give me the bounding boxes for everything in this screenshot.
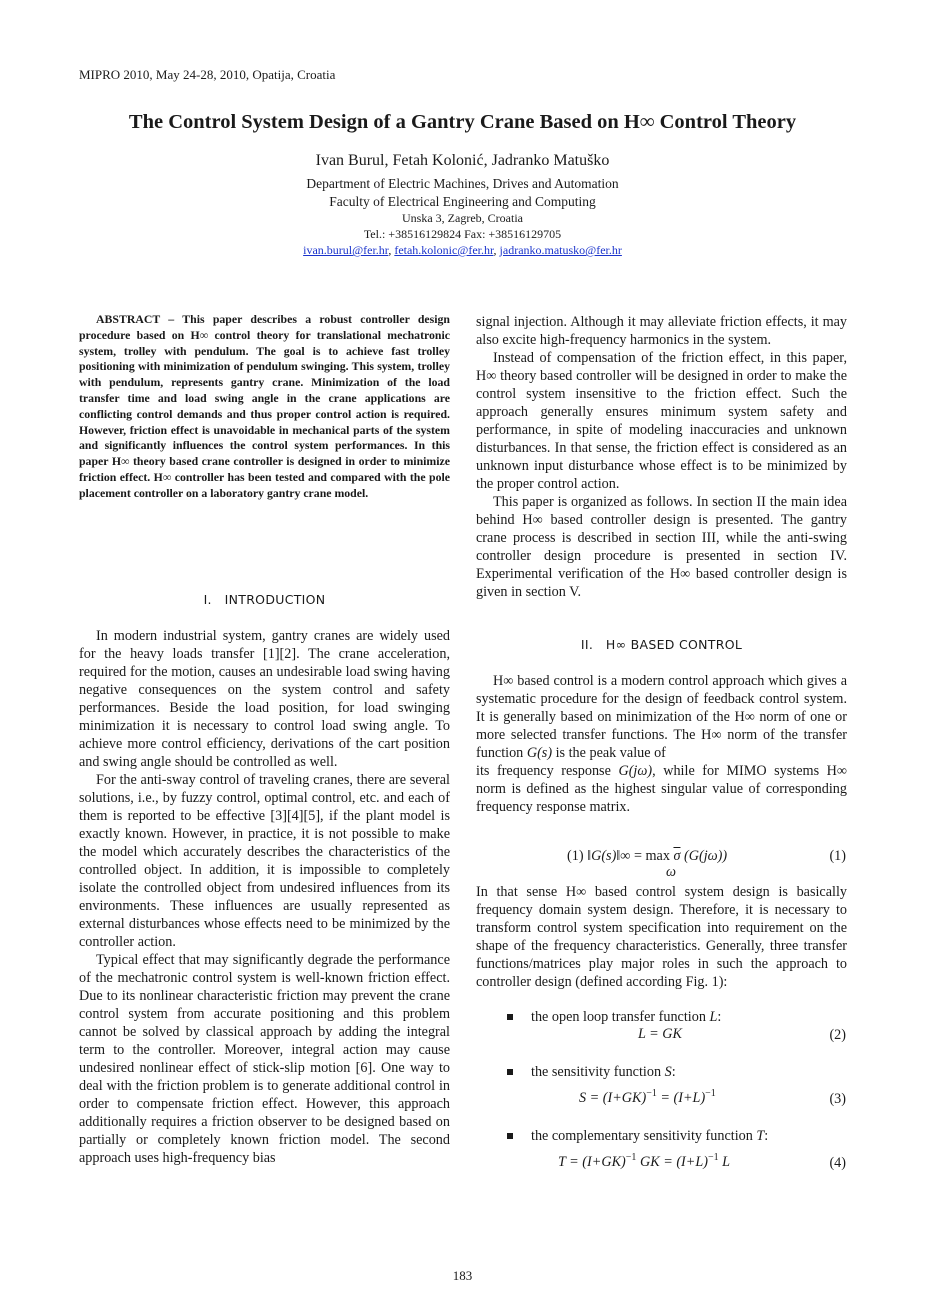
intro-paragraph: This paper is organized as follows. In section II the main idea behind H∞ based controller design is presented. The gantry crane process is described in section III, while the anti-swing controller design procedure is presented in section IV. Experimental verification of the H∞ based controller design is given in section V. (476, 494, 847, 600)
bullet-suffix: : (717, 1009, 722, 1025)
authors: Ivan Burul, Fetah Kolonić, Jadranko Matuško (315, 152, 610, 169)
phone-fax: Tel.: +38516129824 Fax: +38516129705 (363, 227, 562, 241)
frequency-response-symbol: G(jω) (618, 763, 653, 779)
hinf-paragraph-1 (476, 672, 847, 816)
affiliation-department: Department of Electric Machines, Drives and Automation (306, 176, 619, 191)
equation-number: (4) (829, 1155, 846, 1171)
abstract-block (79, 312, 450, 502)
intro-paragraph: In modern industrial system, gantry cranes are widely used for the heavy loads transfer [1][2]. The crane acceleration, required for the motion, causes an undesirable load swing having negative consequences on the system control and safety performances. Beside the load position, for load swinging minimization it is necessary to control load swing angle. To achieve more control efficiency, derivations of the cart position and swing angle should be controlled as well. (79, 628, 450, 770)
section-heading-hinf-control: II. H∞ BASED CONTROL (580, 637, 743, 652)
bullet-text: the sensitivity function (531, 1064, 665, 1080)
hinf-text: its frequency response (476, 763, 611, 779)
eq1-prefix: (1) (567, 848, 584, 864)
address: Unska 3, Zagreb, Croatia (402, 211, 523, 225)
hinf-text: , while for MIMO systems H∞ norm is defined as the highest singular value of corresponding frequency response matrix. (476, 763, 848, 815)
eq4-part: L (718, 1154, 731, 1170)
bullet-text: the complementary sensitivity function (531, 1128, 757, 1144)
hinf-paragraph-2 (476, 883, 847, 991)
abstract-text: ABSTRACT – This paper describes a robust controller design procedure based on H∞ control theory for translational mechatronic system, trolley with pendulum. The goal is to achieve fast trolley positioning with minimization of pendulum swinging. This system, trolley with pendulum, represents gantry crane. Minimization of the load transfer time and load swing angle in the crane applications are conflicting control demands and thus proper control action is required. However, friction effect is unavoidable in mechanical parts of the system and significantly influences the control system performances. In this paper H∞ theory based crane controller is designed in order to minimize friction effect. H∞ controller has been tested and compared with the pole placement controller on a laboratory gantry crane model. (79, 312, 450, 500)
equation-number: (1) (829, 848, 846, 864)
eq3-part: = (I+L) (656, 1090, 706, 1106)
bullet-suffix: : (671, 1064, 676, 1080)
equation-number: (2) (829, 1027, 846, 1043)
bullet-open-loop (531, 1009, 721, 1026)
section-heading-introduction: I. INTRODUCTION (203, 592, 326, 607)
bullet-square-icon (507, 1069, 513, 1075)
eq4-part: T = (I+GK) (558, 1154, 626, 1170)
email-link-kolonic[interactable]: fetah.kolonic@fer.hr (394, 243, 494, 257)
hinf-text: is the peak value of (555, 745, 666, 761)
intro-paragraph: signal injection. Although it may alleviate friction effects, it may also excite high-frequency harmonics in the system. (476, 314, 847, 348)
eq1-sigma: $\overline{\sigma}$ (673, 848, 681, 864)
equation-2: L = GK (638, 1026, 683, 1042)
eq3-exponent: −1 (646, 1088, 657, 1099)
bullet-suffix: : (764, 1128, 769, 1144)
bullet-symbol: T (756, 1128, 765, 1144)
bullet-sensitivity (531, 1064, 676, 1081)
bullet-square-icon (507, 1133, 513, 1139)
conference-line: MIPRO 2010, May 24-28, 2010, Opatija, Croatia (79, 67, 336, 82)
bullet-symbol: S (664, 1064, 672, 1080)
email-link-burul[interactable]: ivan.burul@fer.hr (303, 243, 389, 257)
email-separator: , (493, 243, 500, 257)
eq4-exponent: −1 (625, 1152, 637, 1163)
bullet-symbol: L (709, 1009, 718, 1025)
intro-paragraph: Typical effect that may significantly degrade the performance of the mechatronic control system is well-known friction effect. Due to its nonlinear characteristic friction may prevent the crane control system from accurate positioning and this problem cannot be solved by classical approach by adding the integral term to the controller. Moreover, integral action may cause undesired nonlinear effect of stick-slip motion [6]. One way to deal with the friction problem is to generate additional control in order to compensate friction effect. However, this approach additionally requires a friction observer to be designed based on partially or completely known friction model. The second approach uses high-frequency bias (79, 952, 450, 1166)
right-intro-body (476, 313, 847, 601)
eq1-norm: ‖G(s)‖∞ (587, 848, 631, 864)
eq3-exponent: −1 (705, 1088, 716, 1099)
hinf-text: In that sense H∞ based control system design is basically frequency domain system design. Therefore, it is necessary to transform control system specification into requirement on the shape of the frequency characteristics. Generally, three transfer functions/matrices play major roles in such the approach to controller design (defined according Fig. 1): (476, 884, 847, 990)
eq4-exponent: −1 (707, 1152, 719, 1163)
eq1-omega-subscript: ω (666, 864, 677, 880)
eq3-part: S = (I+GK) (579, 1090, 647, 1106)
equation-number: (3) (829, 1091, 846, 1107)
affiliation-faculty: Faculty of Electrical Engineering and Computing (329, 194, 596, 209)
page-number: 183 (452, 1268, 473, 1283)
eq1-rhs: (G(jω)) (684, 848, 728, 864)
eq1-max: = max (633, 848, 670, 864)
email-list (0, 243, 925, 258)
bullet-square-icon (507, 1014, 513, 1020)
equation-4 (558, 1154, 730, 1171)
intro-paragraph: Instead of compensation of the friction effect, in this paper, H∞ theory based controller will be designed in order to make the control system insensitive to the friction effect. Such the approach generally ensures minimum system safety and performance, in spite of modeling inaccuracies and unknown disturbances. In that sense, the friction effect is considered as an unknown input disturbance whose effect is to be minimized by the proper control action. (476, 350, 847, 492)
bullet-text: the open loop transfer function (531, 1009, 710, 1025)
intro-paragraph: For the anti-sway control of traveling cranes, there are several solutions, i.e., by fuzzy control, optimal control, etc. and each of them is reported to be effective [3][4][5], if the plant model is exactly known. However, in practice, it is not possible to make the model which accurately describes the characteristics of the controlled object. In addition, it is impossible to completely isolate the controlled object from undesired influences from its environments. These influences are usually represented as external disturbances whose effects need to be minimized by the controller action. (79, 772, 450, 950)
paper-title: The Control System Design of a Gantry Crane Based on H∞ Control Theory (128, 111, 797, 133)
transfer-function-symbol: G(s) (526, 745, 553, 761)
introduction-body (79, 627, 450, 1167)
bullet-complementary-sensitivity (531, 1128, 768, 1145)
equation-3 (579, 1090, 716, 1107)
email-separator: , (388, 243, 395, 257)
equation-1 (567, 848, 727, 865)
hinf-text: H∞ based control is a modern control approach which gives a systematic procedure for the design of feedback control system. It is generally based on minimization of the H∞ norm of one or more selected transfer functions. The H∞ norm of the transfer function (476, 673, 847, 761)
eq4-part: GK = (I+L) (636, 1154, 708, 1170)
email-link-matusko[interactable]: jadranko.matusko@fer.hr (499, 243, 622, 257)
